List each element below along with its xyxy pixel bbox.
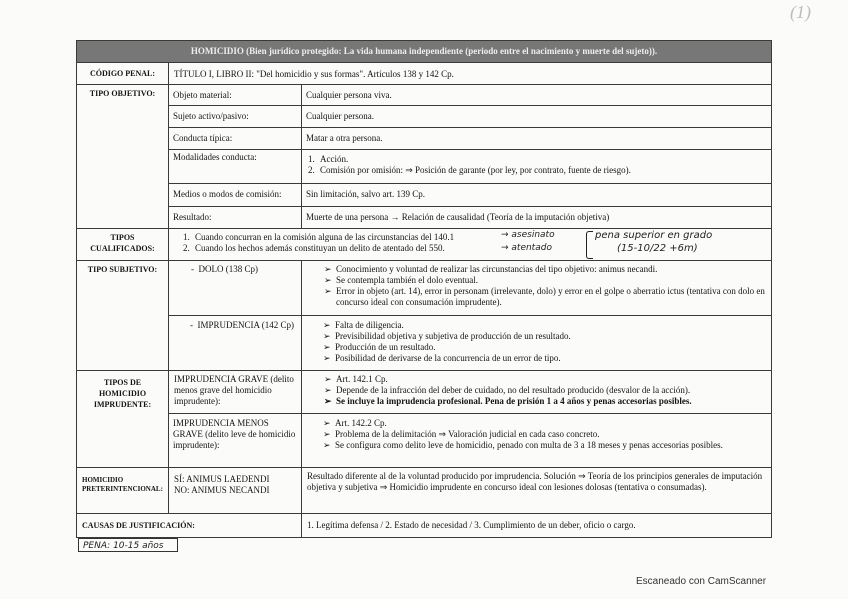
list-item: ➢ Previsibilidad objetiva y subjetiva de producción de un resultado. xyxy=(323,331,571,341)
homicidio-table xyxy=(76,40,772,538)
list-item: 2. Cuando los hechos además constituyan un delito de atentado del 550. xyxy=(183,243,445,253)
list-item: ➢ Producción de un resultado. xyxy=(323,342,436,352)
imprudencia-grave-key: IMPRUDENCIA GRAVE (delito menos grave del homicidio imprudente): xyxy=(168,371,301,467)
animus-laedendi: SÍ: ANIMUS LAEDENDI xyxy=(174,474,270,484)
sujeto-value: Cualquier persona. xyxy=(306,111,374,121)
dolo-key: - DOLO (138 Cp) xyxy=(168,261,301,370)
resultado-value: Muerte de una persona → Relación de causalidad (Teoría de la imputación objetiva) xyxy=(306,212,610,222)
list-item: ➢ Posibilidad de derivarse de la concurrencia de un error de tipo. xyxy=(323,353,561,363)
list-item: ➢ Se configura como delito leve de homicidio, penado con multa de 3 a 18 meses y penas accesorias posibles. xyxy=(323,440,723,450)
list-item: ➢ Art. 142.2 Cp. xyxy=(323,418,387,428)
objeto-material-value: Cualquier persona viva. xyxy=(306,90,392,100)
scanner-footer: Escaneado con CamScanner xyxy=(636,576,767,587)
handwritten-bracket xyxy=(586,231,593,259)
tipo-subjetivo-label: TIPO SUBJETIVO: xyxy=(87,265,158,274)
causas-justificacion-value: 1. Legítima defensa / 2. Estado de necesidad / 3. Cumplimiento de un deber, oficio o cargo. xyxy=(301,514,771,537)
divider xyxy=(168,315,771,316)
medios-key: Medios o modos de comisión: xyxy=(173,189,282,199)
page-number: (1) xyxy=(790,2,811,22)
conducta-key: Conducta típica: xyxy=(173,133,233,143)
list-item: ➢ Problema de la delimitación ⇒ Valoración judicial en cada caso concreto. xyxy=(323,429,600,439)
handwritten-arrow-atentado: → atentado xyxy=(501,243,552,253)
homicidio-imprudente-label: TIPOS DE HOMICIDIO IMPRUDENTE: xyxy=(93,378,152,409)
imprudencia-menos-grave-key: IMPRUDENCIA MENOS GRAVE (delito leve de homicidio imprudente): xyxy=(173,418,296,450)
handwritten-pena-note: PENA: 10-15 años xyxy=(78,538,178,552)
handwritten-note-line2: (15-10/22 +6m) xyxy=(617,243,698,254)
medios-value: Sin limitación, salvo art. 139 Cp. xyxy=(306,189,425,199)
list-item: ➢ Depende de la infracción del deber de cuidado, no del resultado producido (desvalor de la acción). xyxy=(324,385,691,395)
conducta-value: Matar a otra persona. xyxy=(306,133,383,143)
list-item: ➢ Se incluye la imprudencia profesional. Pena de prisión 1 a 4 años y penas accesorias posibles. xyxy=(324,396,692,406)
imprudencia-list xyxy=(301,317,771,371)
list-item: 1. Cuando concurran en la comisión alguna de las circunstancias del 140.1 xyxy=(183,232,455,242)
codigo-penal-row xyxy=(77,62,771,84)
sujeto-key: Sujeto activo/pasivo: xyxy=(173,111,249,121)
list-item: ➢ Conocimiento y voluntad de realizar las circunstancias del tipo objetivo: animus necandi. xyxy=(324,264,658,274)
preterintencional-label: HOMICIDIO PRETERINTENCIONAL: xyxy=(82,476,163,493)
divider xyxy=(168,413,771,414)
preterintencional-value: Resultado diferente al de la voluntad producido por imprudencia. Solución ⇒ Teoría de los principios generales de imputación objetiva y subjetiva ⇒ Homicidio imprudente en concurso ideal con lesiones dolosas (tentativa o consumadas). xyxy=(301,468,771,513)
tipo-objetivo-label: TIPO OBJETIVO: xyxy=(89,89,156,98)
imprudencia-menos-grave-list xyxy=(301,415,771,468)
resultado-key: Resultado: xyxy=(173,212,212,222)
handwritten-note-line1: pena superior en grado xyxy=(595,230,713,241)
animus-necandi: NO: ANIMUS NECANDI xyxy=(174,485,270,495)
list-item: ➢ Falta de diligencia. xyxy=(323,320,404,330)
causas-justificacion-row xyxy=(77,513,771,537)
modalidades-list xyxy=(301,151,771,183)
objeto-material-key: Objeto material: xyxy=(173,90,232,100)
list-item: 2. Comisión por omisión: ⇒ Posición de garante (por ley, por contrato, fuente de riesgo). xyxy=(308,165,631,175)
tipo-objetivo-row xyxy=(77,84,771,228)
causas-justificacion-label: CAUSAS DE JUSTIFICACIÓN: xyxy=(82,521,195,530)
modalidades-key: Modalidades conducta: xyxy=(173,152,257,162)
codigo-penal-label: CÓDIGO PENAL: xyxy=(89,69,156,78)
tipos-cualificados-list xyxy=(168,229,498,260)
tipos-cualificados-label: TIPOS CUALIFICADOS: xyxy=(90,233,155,253)
list-item: ➢ Se contempla también el dolo eventual. xyxy=(324,275,478,285)
handwritten-arrow-asesinato: → asesinato xyxy=(501,230,555,240)
preterintencional-key xyxy=(168,468,301,513)
list-item: ➢ Art. 142.1 Cp. xyxy=(324,374,388,384)
list-item: ➢ Error in objeto (art. 14), error in personam (irrelevante, dolo) y error en el golpe o aberratio ictus (tentativa con dolo en concurso ideal con consumación imprudente). xyxy=(324,286,765,307)
preterintencional-row xyxy=(77,467,771,513)
tipos-cualificados-row xyxy=(77,228,771,260)
table-title: HOMICIDIO (Bien jurídico protegido: La vida humana independiente (periodo entre el nacimiento y muerte del sujeto)). xyxy=(77,41,771,62)
tipo-subjetivo-row xyxy=(77,260,771,370)
list-item: 1. Acción. xyxy=(308,154,349,164)
imprudencia-key: - IMPRUDENCIA (142 Cp) xyxy=(190,320,295,330)
homicidio-imprudente-row xyxy=(77,370,771,467)
codigo-penal-value: TÍTULO I, LIBRO II: "Del homicidio y sus formas". Artículos 138 y 142 Cp. xyxy=(168,63,771,84)
